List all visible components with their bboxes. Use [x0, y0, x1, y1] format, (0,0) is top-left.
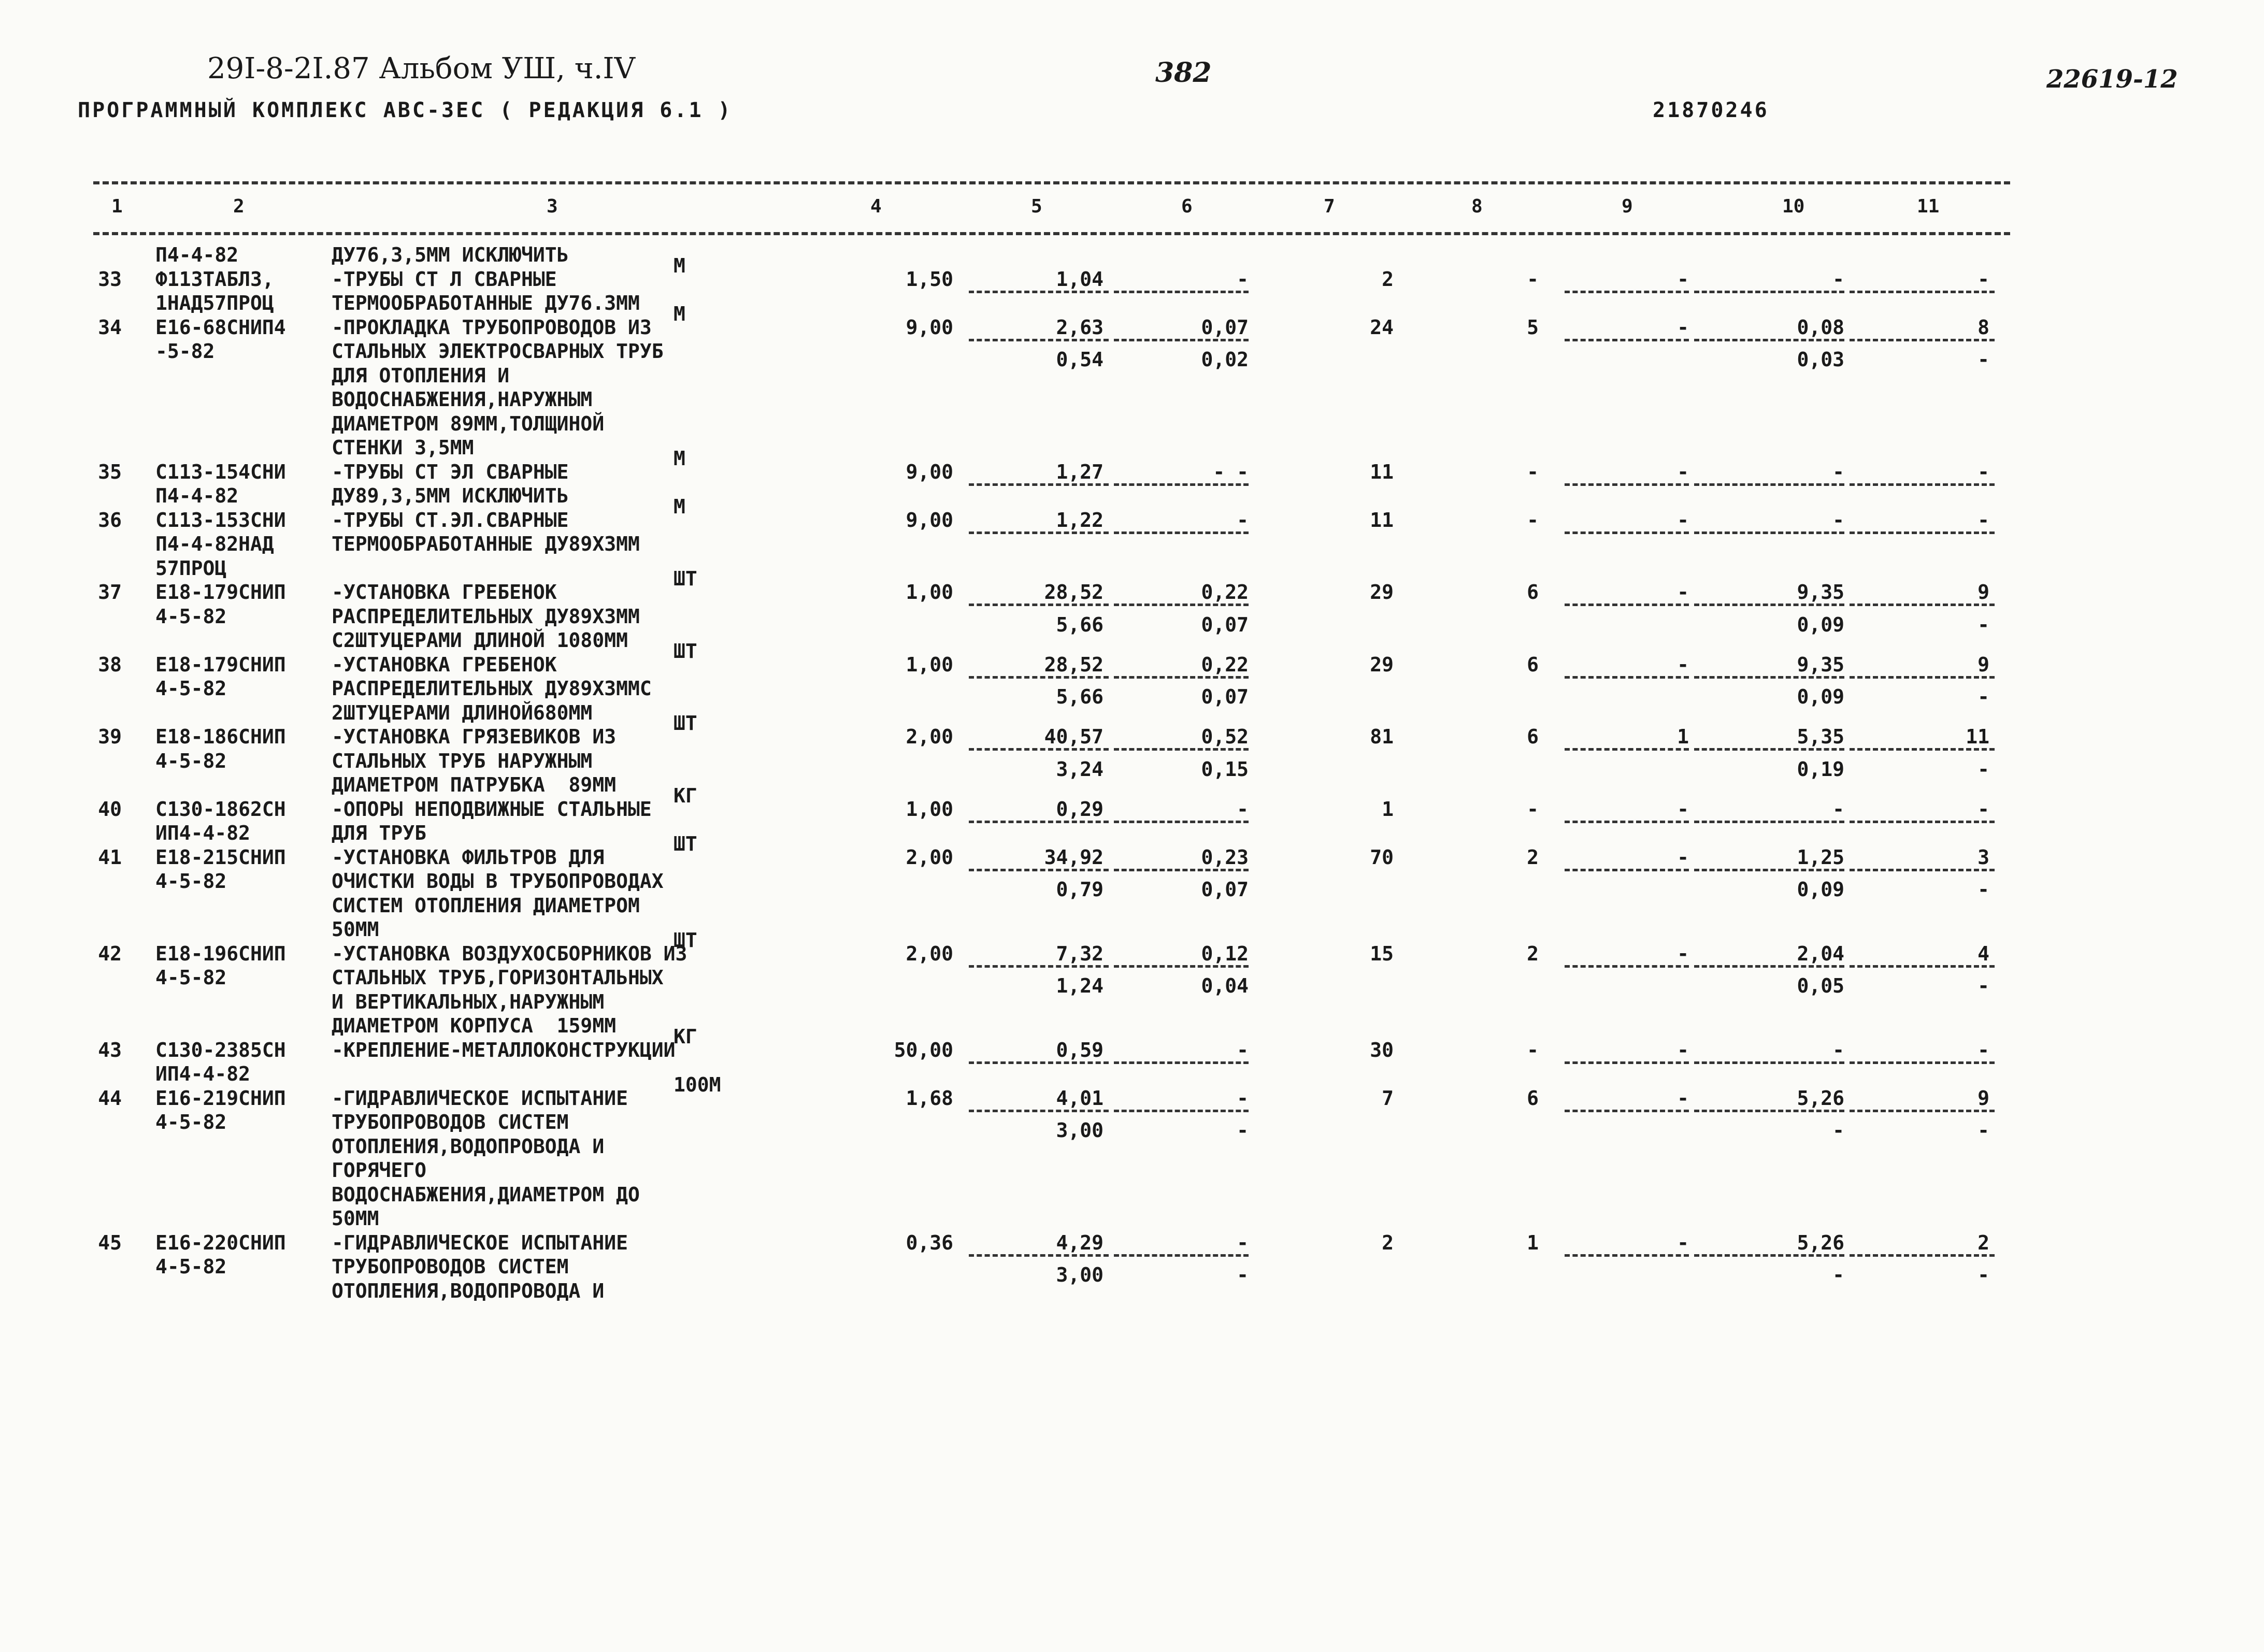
cell-code: С130-1862СН — [155, 797, 286, 821]
cell-c10b: 0,09 — [1797, 878, 1844, 901]
cell-c5b: 3,24 — [1056, 757, 1104, 781]
cell-c10: 5,26 — [1797, 1086, 1844, 1110]
cell-c10: 1,25 — [1797, 845, 1844, 869]
cell-c11: 11 — [1966, 725, 1989, 748]
col-10: 10 — [1782, 196, 1805, 217]
cell-num: 39 — [98, 725, 122, 748]
cell-c11: 4 — [1978, 942, 1989, 965]
cell-desc: ДИАМЕТРОМ ПАТРУБКА 89ММ — [332, 773, 617, 796]
cell-c8: - — [1527, 460, 1539, 483]
cell-c11b: - — [1978, 1119, 1989, 1142]
cell-c6: - — [1237, 1038, 1249, 1061]
cell-desc: И ВЕРТИКАЛЬНЫХ,НАРУЖНЫМ — [332, 990, 605, 1013]
cell-c8: 6 — [1527, 653, 1539, 676]
cell-c5: 0,59 — [1056, 1038, 1104, 1061]
cell-code: 4-5-82 — [155, 605, 227, 628]
cell-c10: 9,35 — [1797, 653, 1844, 676]
col-5: 5 — [1031, 196, 1042, 217]
cell-c11: - — [1978, 1038, 1989, 1061]
cell-desc: РАСПРЕДЕЛИТЕЛЬНЫХ ДУ89Х3ММС — [332, 677, 652, 700]
cell-qty: 9,00 — [906, 460, 953, 483]
cell-desc: -ТРУБЫ СТ ЭЛ СВАРНЫЕ — [332, 460, 569, 483]
cell-desc: ТЕРМООБРАБОТАННЫЕ ДУ89Х3ММ — [332, 533, 640, 555]
col-11: 11 — [1917, 196, 1940, 217]
cell-code: 4-5-82 — [155, 966, 227, 989]
page-number: 382 — [1155, 57, 1212, 89]
cell-desc: -ТРУБЫ СТ.ЭЛ.СВАРНЫЕ — [332, 508, 569, 531]
cell-c9: - — [1677, 1038, 1689, 1061]
cell-c6b: 0,02 — [1201, 348, 1249, 371]
cell-code: ИП4-4-82 — [155, 822, 251, 844]
cell-desc: -ТРУБЫ СТ Л СВАРНЫЕ — [332, 267, 557, 291]
cell-c9: 1 — [1677, 725, 1689, 748]
cell-code: Е18-196СНИП — [155, 942, 286, 965]
cell-unit: КГ — [674, 1025, 697, 1048]
cell-c5: 1,27 — [1056, 460, 1104, 483]
cell-desc: ДУ76,3,5ММ ИСКЛЮЧИТЬ — [332, 243, 569, 266]
cell-code: 57ПРОЦ — [155, 556, 227, 580]
table-row — [0, 1255, 2264, 1280]
cell-code: С113-153СНИ — [155, 508, 286, 531]
column-header — [0, 196, 2264, 222]
table-row — [0, 1135, 2264, 1159]
cell-unit: М — [674, 495, 685, 518]
cell-c10: - — [1832, 797, 1844, 821]
cell-c8: 2 — [1527, 942, 1539, 965]
cell-desc: ДЛЯ ОТОПЛЕНИЯ И — [332, 364, 510, 387]
cell-c10b: - — [1832, 1263, 1844, 1287]
col-7: 7 — [1324, 196, 1335, 217]
cell-c6: - — [1237, 797, 1249, 821]
cell-c11b: - — [1978, 348, 1989, 371]
header-rule — [93, 232, 2010, 235]
cell-desc: С2ШТУЦЕРАМИ ДЛИНОЙ 1080ММ — [332, 629, 628, 652]
cell-qty: 1,68 — [906, 1086, 953, 1110]
cell-num: 42 — [98, 942, 122, 965]
cell-qty: 9,00 — [906, 508, 953, 531]
table-row — [0, 870, 2264, 894]
album-title: 29I-8-2I.87 Альбом УШ, ч.IV — [207, 52, 636, 85]
cell-c8: 5 — [1527, 315, 1539, 339]
cell-c8: 1 — [1527, 1231, 1539, 1254]
table-row — [0, 1280, 2264, 1304]
table-row — [0, 292, 2264, 316]
cell-num: 45 — [98, 1231, 122, 1254]
cell-c10: 2,04 — [1797, 942, 1844, 965]
cell-c9: - — [1677, 315, 1689, 339]
cell-c11: - — [1978, 508, 1989, 531]
cell-c5b: 0,54 — [1056, 348, 1104, 371]
cell-code: Е18-215СНИП — [155, 845, 286, 869]
cell-c10b: - — [1832, 1119, 1844, 1142]
cell-c9: - — [1677, 267, 1689, 291]
cell-c6: 0,23 — [1201, 845, 1249, 869]
cell-code: Е16-68СНИП4 — [155, 315, 286, 339]
cell-code: Е18-186СНИП — [155, 725, 286, 748]
cell-c7: 29 — [1370, 581, 1394, 604]
cell-c11b: - — [1978, 1263, 1989, 1287]
cell-c11b: - — [1978, 974, 1989, 998]
cell-code: Е18-179СНИП — [155, 581, 286, 604]
col-6: 6 — [1181, 196, 1193, 217]
cell-c9: - — [1677, 1086, 1689, 1110]
cell-code: 4-5-82 — [155, 1255, 227, 1278]
cell-c8: 6 — [1527, 725, 1539, 748]
table-row — [0, 412, 2264, 437]
cell-c10: 5,26 — [1797, 1231, 1844, 1254]
cell-c5: 40,57 — [1044, 725, 1104, 748]
cell-c5: 28,52 — [1044, 581, 1104, 604]
cell-c10: - — [1832, 508, 1844, 531]
cell-c5: 1,22 — [1056, 508, 1104, 531]
cell-c10: - — [1832, 267, 1844, 291]
cell-qty: 1,00 — [906, 797, 953, 821]
cell-c10b: 0,09 — [1797, 613, 1844, 636]
cell-num: 34 — [98, 315, 122, 339]
cell-desc: СТАЛЬНЫХ ЭЛЕКТРОСВАРНЫХ ТРУБ — [332, 340, 664, 363]
cell-c6: - — [1237, 1086, 1249, 1110]
cell-c10b: 0,05 — [1797, 974, 1844, 998]
cell-num: 44 — [98, 1086, 122, 1110]
table-row — [0, 557, 2264, 581]
cell-c10: 5,35 — [1797, 725, 1844, 748]
table-row — [0, 436, 2264, 461]
cell-unit: ШТ — [674, 639, 697, 663]
table-row — [0, 340, 2264, 364]
cell-num: 38 — [98, 653, 122, 676]
cell-qty: 50,00 — [894, 1038, 953, 1061]
cell-unit: ШТ — [674, 928, 697, 952]
cell-c7: 70 — [1370, 845, 1394, 869]
cell-code: Е18-179СНИП — [155, 653, 286, 676]
cell-code: П4-4-82НАД — [155, 533, 274, 555]
cell-c9: - — [1677, 460, 1689, 483]
cell-c5: 4,29 — [1056, 1231, 1104, 1254]
cell-c6: - — [1237, 1231, 1249, 1254]
cell-desc: 50ММ — [332, 1207, 379, 1230]
cell-unit: М — [674, 447, 685, 470]
estimate-table — [0, 243, 2264, 1303]
cell-code: С130-2385СН — [155, 1038, 286, 1061]
cell-num: 33 — [98, 267, 122, 291]
cell-c7: 11 — [1370, 508, 1394, 531]
col-2: 2 — [233, 196, 245, 217]
cell-desc: ВОДОСНАБЖЕНИЯ,НАРУЖНЫМ — [332, 388, 593, 411]
cell-c10b: 0,19 — [1797, 757, 1844, 781]
cell-c5: 7,32 — [1056, 942, 1104, 965]
cell-code: ИП4-4-82 — [155, 1062, 251, 1085]
col-4: 4 — [870, 196, 882, 217]
cell-c11: - — [1978, 460, 1989, 483]
table-row — [0, 677, 2264, 701]
table-row — [0, 1207, 2264, 1231]
cell-c11b: - — [1978, 613, 1989, 636]
cell-c8: 6 — [1527, 581, 1539, 604]
table-row — [0, 1111, 2264, 1135]
cell-c6b: 0,15 — [1201, 757, 1249, 781]
cell-c11: 2 — [1978, 1231, 1989, 1254]
cell-desc: -УСТАНОВКА ФИЛЬТРОВ ДЛЯ — [332, 845, 605, 869]
cell-desc: -УСТАНОВКА ГРЯЗЕВИКОВ ИЗ — [332, 725, 617, 748]
cell-c6b: 0,04 — [1201, 974, 1249, 998]
cell-code: Е16-220СНИП — [155, 1231, 286, 1254]
cell-qty: 2,00 — [906, 845, 953, 869]
cell-c5: 1,04 — [1056, 267, 1104, 291]
cell-c11b: - — [1978, 757, 1989, 781]
cell-unit: 100М — [674, 1073, 721, 1096]
cell-c5b: 3,00 — [1056, 1263, 1104, 1287]
cell-c5: 2,63 — [1056, 315, 1104, 339]
cell-code: -5-82 — [155, 340, 215, 363]
cell-c5b: 3,00 — [1056, 1119, 1104, 1142]
cell-code: Ф113ТАБЛ3, — [155, 267, 274, 291]
table-row — [0, 822, 2264, 846]
cell-c7: 81 — [1370, 725, 1394, 748]
cell-code: 4-5-82 — [155, 870, 227, 893]
cell-c11: 9 — [1978, 653, 1989, 676]
table-row — [0, 629, 2264, 653]
cell-c6: 0,22 — [1201, 653, 1249, 676]
cell-c5: 28,52 — [1044, 653, 1104, 676]
cell-c7: 1 — [1382, 797, 1394, 821]
table-row — [0, 701, 2264, 726]
cell-desc: СИСТЕМ ОТОПЛЕНИЯ ДИАМЕТРОМ — [332, 894, 640, 917]
document-code: 21870246 — [1653, 98, 1769, 122]
cell-c6: - — [1237, 508, 1249, 531]
cell-c6: 0,52 — [1201, 725, 1249, 748]
cell-unit: ШТ — [674, 832, 697, 855]
cell-c8: 6 — [1527, 1086, 1539, 1110]
cell-c7: 7 — [1382, 1086, 1394, 1110]
cell-c8: - — [1527, 1038, 1539, 1061]
cell-unit: ШТ — [674, 567, 697, 591]
table-row — [0, 533, 2264, 557]
cell-c11: - — [1978, 797, 1989, 821]
cell-qty: 9,00 — [906, 315, 953, 339]
cell-desc: -КРЕПЛЕНИЕ-МЕТАЛЛОКОНСТРУКЦИИ — [332, 1038, 676, 1061]
cell-c8: - — [1527, 508, 1539, 531]
cell-c11: 9 — [1978, 1086, 1989, 1110]
cell-c6b: - — [1237, 1119, 1249, 1142]
cell-c11b: - — [1978, 685, 1989, 709]
cell-code: 1НАД57ПРОЦ — [155, 292, 274, 314]
cell-c5b: 0,79 — [1056, 878, 1104, 901]
cell-c5b: 1,24 — [1056, 974, 1104, 998]
cell-qty: 2,00 — [906, 725, 953, 748]
cell-c10: 9,35 — [1797, 581, 1844, 604]
cell-c10: 0,08 — [1797, 315, 1844, 339]
cell-c7: 11 — [1370, 460, 1394, 483]
cell-c9: - — [1677, 845, 1689, 869]
top-rule — [93, 181, 2010, 184]
cell-c6: 0,07 — [1201, 315, 1249, 339]
cell-c8: - — [1527, 267, 1539, 291]
cell-c7: 2 — [1382, 267, 1394, 291]
cell-c9: - — [1677, 1231, 1689, 1254]
cell-code: 4-5-82 — [155, 749, 227, 772]
cell-desc: ТЕРМООБРАБОТАННЫЕ ДУ76.3ММ — [332, 292, 640, 314]
cell-desc: ОТОПЛЕНИЯ,ВОДОПРОВОДА И — [332, 1279, 605, 1302]
table-row — [0, 388, 2264, 412]
cell-c5b: 5,66 — [1056, 685, 1104, 709]
cell-desc: -ГИДРАВЛИЧЕСКОЕ ИСПЫТАНИЕ — [332, 1231, 628, 1254]
cell-desc: -ОПОРЫ НЕПОДВИЖНЫЕ СТАЛЬНЫЕ — [332, 797, 652, 821]
cell-c5b: 5,66 — [1056, 613, 1104, 636]
table-row — [0, 364, 2264, 389]
cell-desc: -УСТАНОВКА ГРЕБЕНОК — [332, 581, 557, 604]
cell-c6: - - — [1213, 460, 1249, 483]
table-row — [0, 484, 2264, 509]
cell-c9: - — [1677, 581, 1689, 604]
cell-code: П4-4-82 — [155, 243, 239, 266]
cell-c6b: 0,07 — [1201, 878, 1249, 901]
col-3: 3 — [547, 196, 558, 217]
cell-desc: СТЕНКИ 3,5ММ — [332, 436, 474, 459]
cell-c11: - — [1978, 267, 1989, 291]
cell-c7: 29 — [1370, 653, 1394, 676]
cell-c6: 0,12 — [1201, 942, 1249, 965]
cell-c7: 24 — [1370, 315, 1394, 339]
cell-code: П4-4-82 — [155, 484, 239, 507]
cell-desc: ДИАМЕТРОМ КОРПУСА 159ММ — [332, 1014, 617, 1037]
cell-unit: М — [674, 254, 685, 277]
col-8: 8 — [1471, 196, 1483, 217]
cell-c11: 8 — [1978, 315, 1989, 339]
cell-c9: - — [1677, 797, 1689, 821]
cell-c7: 2 — [1382, 1231, 1394, 1254]
cell-desc: ТРУБОПРОВОДОВ СИСТЕМ — [332, 1111, 569, 1133]
table-row — [0, 990, 2264, 1015]
cell-unit: М — [674, 302, 685, 325]
cell-c9: - — [1677, 508, 1689, 531]
cell-c10b: 0,09 — [1797, 685, 1844, 709]
cell-desc: -УСТАНОВКА ГРЕБЕНОК — [332, 653, 557, 676]
cell-c8: - — [1527, 797, 1539, 821]
cell-num: 41 — [98, 845, 122, 869]
cell-c7: 15 — [1370, 942, 1394, 965]
cell-desc: ВОДОСНАБЖЕНИЯ,ДИАМЕТРОМ ДО — [332, 1183, 640, 1206]
cell-c10b: 0,03 — [1797, 348, 1844, 371]
cell-c5: 34,92 — [1044, 845, 1104, 869]
cell-c6b: 0,07 — [1201, 613, 1249, 636]
table-row — [0, 605, 2264, 629]
cell-qty: 1,00 — [906, 581, 953, 604]
cell-qty: 1,50 — [906, 267, 953, 291]
cell-desc: ГОРЯЧЕГО — [332, 1159, 427, 1182]
cell-num: 35 — [98, 460, 122, 483]
cell-desc: РАСПРЕДЕЛИТЕЛЬНЫХ ДУ89Х3ММ — [332, 605, 640, 628]
program-caption: ПРОГРАММНЫЙ КОМПЛЕКС АВС-3ЕС ( РЕДАКЦИЯ 6.1 ) — [78, 98, 733, 122]
cell-code: 4-5-82 — [155, 1111, 227, 1133]
table-row — [0, 894, 2264, 918]
cell-num: 37 — [98, 581, 122, 604]
cell-desc: ОТОПЛЕНИЯ,ВОДОПРОВОДА И — [332, 1134, 605, 1158]
cell-c11: 3 — [1978, 845, 1989, 869]
cell-desc: ОЧИСТКИ ВОДЫ В ТРУБОПРОВОДАХ — [332, 870, 664, 893]
table-row — [0, 1062, 2264, 1087]
cell-qty: 0,36 — [906, 1231, 953, 1254]
cell-desc: -ГИДРАВЛИЧЕСКОЕ ИСПЫТАНИЕ — [332, 1086, 628, 1110]
cell-c6: - — [1237, 267, 1249, 291]
cell-c6b: - — [1237, 1263, 1249, 1287]
cell-c11b: - — [1978, 878, 1989, 901]
cell-c9: - — [1677, 942, 1689, 965]
cell-desc: ДИАМЕТРОМ 89ММ,ТОЛЩИНОЙ — [332, 412, 605, 435]
cell-desc: СТАЛЬНЫХ ТРУБ,ГОРИЗОНТАЛЬНЫХ — [332, 966, 664, 989]
col-9: 9 — [1622, 196, 1633, 217]
cell-code: 4-5-82 — [155, 677, 227, 700]
cell-c9: - — [1677, 653, 1689, 676]
cell-desc: ТРУБОПРОВОДОВ СИСТЕМ — [332, 1255, 569, 1278]
cell-desc: -УСТАНОВКА ВОЗДУХОСБОРНИКОВ ИЗ — [332, 942, 687, 965]
cell-desc: ДЛЯ ТРУБ — [332, 822, 427, 844]
cell-code: Е16-219СНИП — [155, 1086, 286, 1110]
table-row — [0, 918, 2264, 942]
cell-desc: 2ШТУЦЕРАМИ ДЛИНОЙ680ММ — [332, 701, 593, 724]
cell-unit: ШТ — [674, 712, 697, 735]
cell-desc: -ПРОКЛАДКА ТРУБОПРОВОДОВ ИЗ — [332, 315, 652, 339]
cell-c8: 2 — [1527, 845, 1539, 869]
cell-unit: КГ — [674, 784, 697, 807]
cell-c11: 9 — [1978, 581, 1989, 604]
table-row — [0, 243, 2264, 268]
cell-c10: - — [1832, 460, 1844, 483]
cell-code: С113-154СНИ — [155, 460, 286, 483]
table-row — [0, 773, 2264, 798]
cell-desc: 50ММ — [332, 918, 379, 941]
table-row — [0, 1183, 2264, 1208]
cell-num: 40 — [98, 797, 122, 821]
cell-num: 36 — [98, 508, 122, 531]
table-row — [0, 750, 2264, 774]
cell-c5: 0,29 — [1056, 797, 1104, 821]
table-row — [0, 1014, 2264, 1039]
cell-desc: СТАЛЬНЫХ ТРУБ НАРУЖНЫМ — [332, 749, 593, 772]
cell-c6: 0,22 — [1201, 581, 1249, 604]
cell-num: 43 — [98, 1038, 122, 1061]
table-row — [0, 966, 2264, 990]
cell-c6b: 0,07 — [1201, 685, 1249, 709]
cell-qty: 1,00 — [906, 653, 953, 676]
table-row — [0, 1159, 2264, 1183]
handwritten-note: 22619-12 — [2046, 65, 2178, 94]
col-1: 1 — [111, 196, 123, 217]
cell-desc: ДУ89,3,5ММ ИСКЛЮЧИТЬ — [332, 484, 569, 507]
cell-c5: 4,01 — [1056, 1086, 1104, 1110]
cell-c7: 30 — [1370, 1038, 1394, 1061]
cell-qty: 2,00 — [906, 942, 953, 965]
cell-c10: - — [1832, 1038, 1844, 1061]
